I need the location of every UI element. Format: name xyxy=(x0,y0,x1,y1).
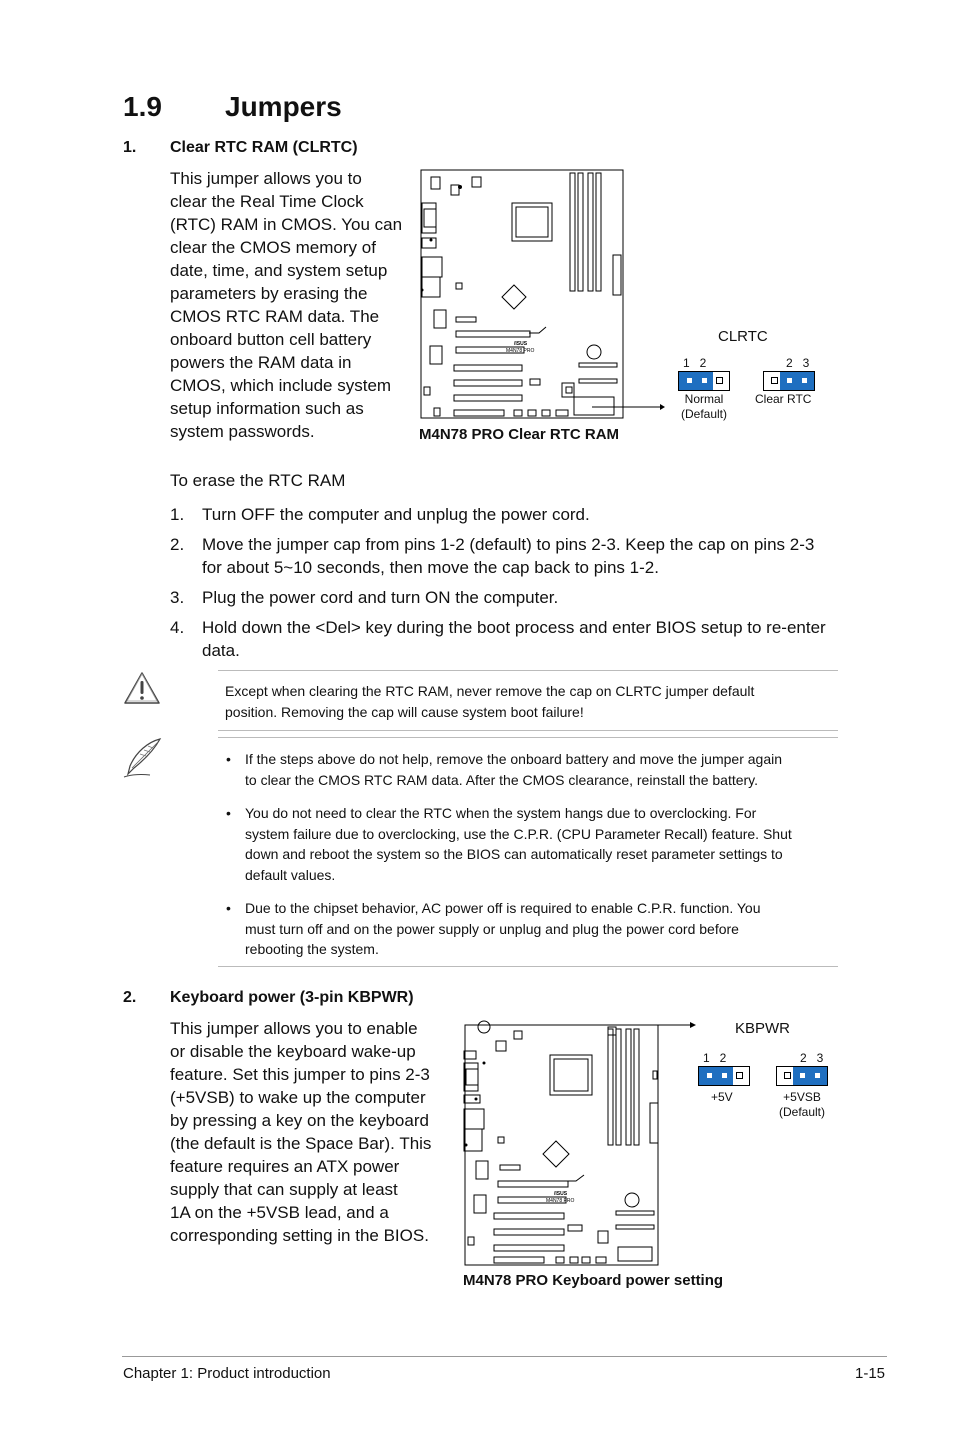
caution-bottom-rule xyxy=(218,730,838,731)
step-line: Plug the power cord and turn ON the computer. xyxy=(202,588,559,607)
note-line: If the steps above do not help, remove the onboard battery and move the jumper again xyxy=(245,751,783,767)
paragraph-line: (+5VSB) to wake up the computer xyxy=(170,1088,426,1107)
caution-line: Except when clearing the RTC RAM, never remove the cap on CLRTC jumper default xyxy=(225,683,755,699)
board-logo: /ISUS xyxy=(554,1191,568,1197)
clrtc-right-pin-numbers: 2 3 xyxy=(786,356,810,370)
desc-line: +5VSB xyxy=(783,1090,821,1104)
pin-1 xyxy=(705,1071,715,1081)
kbpwr-5v-jumper xyxy=(698,1066,750,1086)
note-line: rebooting the system. xyxy=(245,941,379,957)
footer-chapter: Chapter 1: Product introduction xyxy=(123,1365,331,1382)
pin-1 xyxy=(770,376,780,386)
step-line: Hold down the <Del> key during the boot process and enter BIOS setup to re-enter xyxy=(202,618,826,637)
caution-top-rule xyxy=(218,670,838,671)
pin-3 xyxy=(813,1071,823,1081)
item1-heading: Clear RTC RAM (CLRTC) xyxy=(170,139,358,156)
pin-2 xyxy=(720,1071,730,1081)
paragraph-line: 1A on the +5VSB lead, and a xyxy=(170,1203,389,1222)
clrtc-normal-desc xyxy=(676,392,732,422)
erase-intro: To erase the RTC RAM xyxy=(170,471,346,490)
note-bullet: • xyxy=(226,900,231,916)
step-text xyxy=(202,616,842,662)
clrtc-clear-jumper xyxy=(763,371,815,391)
kbpwr-5vsb-desc xyxy=(774,1090,830,1120)
desc-line: (Default) xyxy=(680,407,727,421)
paragraph-line: by pressing a key on the keyboard xyxy=(170,1111,429,1130)
clrtc-clear-desc: Clear RTC xyxy=(755,392,812,406)
step-line: data. xyxy=(202,641,240,660)
pin-1 xyxy=(685,376,695,386)
paragraph-line: feature requires an ATX power xyxy=(170,1157,400,1176)
note-top-rule xyxy=(218,737,838,738)
warning-icon xyxy=(122,670,162,706)
pin-2 xyxy=(700,376,710,386)
board-model: M4N78 PRO xyxy=(506,348,535,354)
paragraph-line: system passwords. xyxy=(170,422,315,441)
pin-3 xyxy=(735,1071,745,1081)
note-line: system failure due to overclocking, use the C.P.R. (CPU Parameter Recall) feature. Shut xyxy=(245,825,792,842)
step-number: 1. xyxy=(170,505,185,524)
paragraph-line: clear the CMOS memory of xyxy=(170,238,376,257)
pin-3 xyxy=(715,376,725,386)
paragraph-line: feature. Set this jumper to pins 2-3 xyxy=(170,1065,430,1084)
kbpwr-left-pin-numbers: 1 2 xyxy=(703,1051,727,1065)
note-line: to clear the CMOS RTC RAM data. After the CMOS clearance, reinstall the battery. xyxy=(245,771,759,788)
step-number: 3. xyxy=(170,588,185,607)
step-line: Turn OFF the computer and unplug the power cord. xyxy=(202,505,590,524)
item2-number: 2. xyxy=(123,989,137,1006)
paragraph-line: corresponding setting in the BIOS. xyxy=(170,1226,429,1245)
note-bullet: • xyxy=(226,805,231,821)
caution-line: position. Removing the cap will cause system boot failure! xyxy=(225,703,584,720)
pin-2 xyxy=(785,376,795,386)
pin-2 xyxy=(798,1071,808,1081)
step-line: for about 5~10 seconds, then move the cap back to pins 1-2. xyxy=(202,558,659,577)
step-line: Move the jumper cap from pins 1-2 (default) to pins 2-3. Keep the cap on pins 2-3 xyxy=(202,535,815,554)
note-line: You do not need to clear the RTC when the system hangs due to overclocking. For xyxy=(245,805,757,821)
desc-line: (Default) xyxy=(778,1105,825,1119)
paragraph-line: onboard button cell battery xyxy=(170,330,372,349)
paragraph-line: This jumper allows you to enable xyxy=(170,1019,418,1038)
pin-3 xyxy=(800,376,810,386)
section-number: 1.9 xyxy=(123,91,162,122)
clrtc-left-pin-numbers: 1 2 xyxy=(683,356,707,370)
kbpwr-5vsb-jumper xyxy=(776,1066,828,1086)
paragraph-line: This jumper allows you to xyxy=(170,169,362,188)
note-line: must turn off and on the power supply or unplug and plug the power cord before xyxy=(245,920,739,937)
desc-line: Normal xyxy=(684,392,724,406)
step-number: 4. xyxy=(170,618,185,637)
item2-heading: Keyboard power (3-pin KBPWR) xyxy=(170,989,414,1006)
section-title: Jumpers xyxy=(225,91,342,122)
paragraph-line: (RTC) RAM in CMOS. You can xyxy=(170,215,403,234)
paragraph-line: CMOS RTC RAM data. The xyxy=(170,307,380,326)
clrtc-figure-caption: M4N78 PRO Clear RTC RAM xyxy=(419,426,620,443)
paragraph-line: powers the RAM data in xyxy=(170,353,352,372)
pin-1 xyxy=(783,1071,793,1081)
kbpwr-right-pin-numbers: 2 3 xyxy=(800,1051,824,1065)
note-item xyxy=(245,898,840,960)
paragraph-line: setup information such as xyxy=(170,399,364,418)
paragraph-line: CMOS, which include system xyxy=(170,376,392,395)
board-model: M4N78 PRO xyxy=(546,1198,575,1204)
clrtc-normal-jumper xyxy=(678,371,730,391)
footer-page-number: 1-15 xyxy=(855,1365,886,1382)
item2-paragraph xyxy=(170,1017,455,1247)
note-item xyxy=(245,803,845,885)
paragraph-line: date, time, and system setup xyxy=(170,261,388,280)
footer-rule xyxy=(122,1356,887,1357)
step-text xyxy=(202,503,842,526)
note-line: Due to the chipset behavior, AC power off is required to enable C.P.R. function. You xyxy=(245,900,761,916)
note-bullet: • xyxy=(226,751,231,767)
note-line: default values. xyxy=(245,866,336,883)
note-line: down and reboot the system so the BIOS can automatically reset parameter settings to xyxy=(245,846,783,862)
kbpwr-motherboard-diagram xyxy=(458,1015,708,1273)
paragraph-line: (the default is the Space Bar). This xyxy=(170,1134,432,1153)
step-text xyxy=(202,586,842,609)
paragraph-line: clear the Real Time Clock xyxy=(170,192,364,211)
item1-number: 1. xyxy=(123,139,137,156)
item1-paragraph xyxy=(170,167,415,443)
paragraph-line: supply that can supply at least xyxy=(170,1180,398,1199)
paragraph-line: or disable the keyboard wake-up xyxy=(170,1042,416,1061)
note-bottom-rule xyxy=(218,966,838,967)
kbpwr-5v-desc: +5V xyxy=(711,1090,733,1104)
note-item xyxy=(245,749,840,790)
note-pen-icon xyxy=(120,736,166,780)
board-logo: /ISUS xyxy=(514,341,528,347)
paragraph-line: parameters by erasing the xyxy=(170,284,368,303)
step-text xyxy=(202,533,842,579)
kbpwr-label: KBPWR xyxy=(735,1020,791,1037)
caution-text xyxy=(225,681,835,722)
step-number: 2. xyxy=(170,535,185,554)
kbpwr-figure-caption: M4N78 PRO Keyboard power setting xyxy=(463,1272,724,1289)
clrtc-label: CLRTC xyxy=(718,328,768,345)
